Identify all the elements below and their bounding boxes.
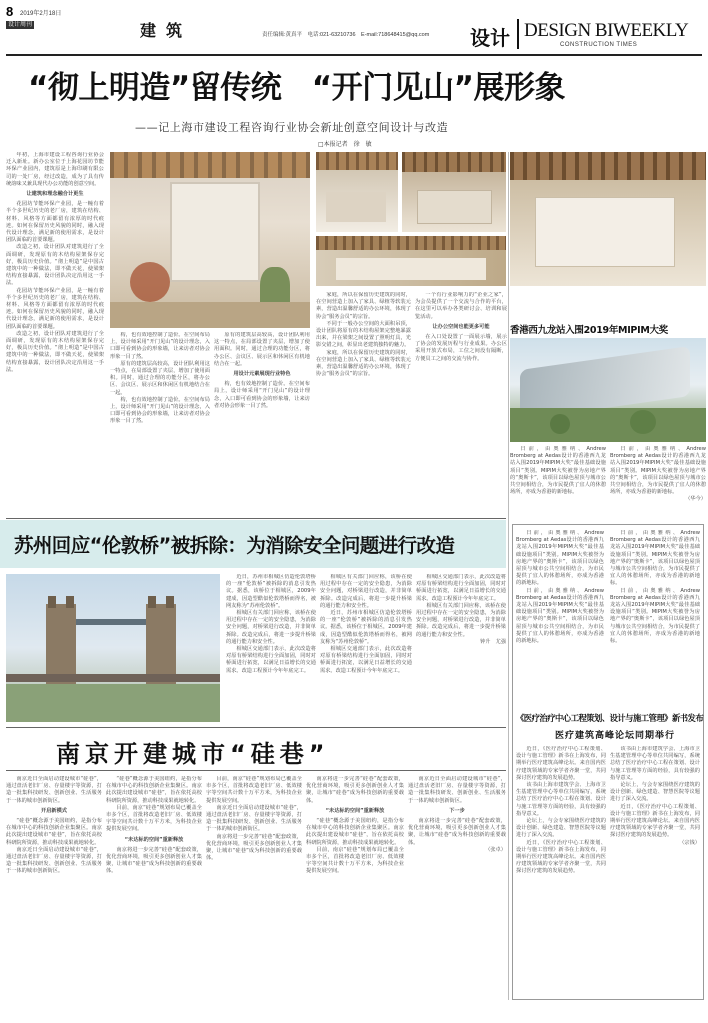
lead-paragraph: 改造之初，设计团队对建筑进行了全面调研，发现原有的木结构屋架保存完好，极具历史价值。“彻上明造”是中国古建筑中的一种做法，即不做天花，使梁架结构直接暴露，设计团队决定沿用这一手法。: [6, 244, 104, 287]
nanjing-credit: （张卓）: [485, 846, 506, 853]
lead-col-4: [415, 292, 507, 517]
suzhou-paragraph: 相城区有关部门回应称，该桥在使用过程中存在一定的安全隐患，为消除安全问题，对桥梁进行改造，并非简单拆除。改造完成后，将进一步提升桥梁的通行能力和安全性。: [320, 574, 412, 609]
section-rule-2: [6, 727, 506, 728]
hk-body: [510, 446, 606, 521]
tower-bridge-photo: [6, 574, 220, 722]
forum-paragraph: 该书由上海市建筑学会、上海市卫生基建管理中心等单位共同编写，系统总结了医疗治疗中心工程在策划、设计与施工管理等方面的经验，具有较强的指导意义。: [516, 782, 606, 817]
suzhou-paragraph: 相城区有关部门回应称，该桥在使用过程中存在一定的安全隐患，为消除安全问题，对桥梁进行改造，并非简单拆除。改造完成后，将进一步提升桥梁的通行能力和安全性。: [226, 610, 316, 645]
hk-paragraph: 日前，由奥雅纳、Andrew Bromberg at Aedas设计的香港西九龙站入围2019年MIPIM大奖“最佳基础设施项目”类别。MIPIM大奖被誉为房地产界的“奥斯卡”，该项目以绿色屋顶与城市公共空间相结合，为市民提供了宜人的休憩场所，亦成为香港的新地标。: [516, 587, 604, 645]
lead-subhead: ——记上海市建设工程咨询行业协会新址创意空间设计与改造: [135, 121, 449, 134]
suzhou-paragraph: 相城区交通部门表示，此次改造将对原有桥梁结构进行全面加固，同时对桥面进行拓宽，以满足日益增长的交通需求。改造工程预计今年年底完工。: [320, 646, 412, 674]
nanjing-paragraph: 目前，南京“硅巷”规划布局已覆盖全市多个区，首批将改造老旧厂房、低效楼宇等空间共计数十万平方米，为科技企业提供发展空间。: [106, 804, 202, 833]
lead-paragraph: 原有的建筑层高较高，设计团队利用这一特点，在局部设置了夹层，增加了使用面积。同时，通过合理的功能分区，将办公区、会议区、展示区和休闲区有机地结合在一起。: [110, 360, 210, 396]
nanjing-paragraph: 南京近日全面启动建设城市“硅巷”，通过盘活老旧厂房、存量楼宇等资源，打造一批集科技研发、创新创业、生活服务于一体的城市创新街区。: [408, 776, 506, 804]
nanjing-paragraph: 南京近日全面启动建设城市“硅巷”，通过盘活老旧厂房、存量楼宇等资源，打造一批集科技研发、创新创业、生活服务于一体的城市创新街区。: [206, 804, 302, 833]
lead-byline: □本报记者 徐 敏: [318, 141, 372, 148]
nanjing-paragraph: 目前，南京“硅巷”规划布局已覆盖全市多个区，首批将改造老旧厂房、低效楼宇等空间共计数十万平方米，为科技企业提供发展空间。: [206, 776, 302, 804]
lead-paragraph: 在入口处设置了一面展示墙，展示了协会的发展历程与行业成果。办公区采用开放式布局，工位之间没有隔断，方便员工之间的交流与协作。: [415, 334, 507, 362]
lead-subsection: 让办公空间也能更多可能: [432, 323, 490, 330]
lobby-photo: [110, 152, 310, 328]
forum-col-2: [610, 746, 700, 996]
nanjing-subsection: “未达标的空间”重新释放: [124, 836, 184, 843]
suzhou-col-1: [226, 574, 316, 724]
forum-credit: （宗钱）: [679, 839, 700, 846]
lead-paragraph: 构，也有效地控制了造价。在空间布局上，设计师采用“开门见山”的设计理念，入口即可看到协会的形象墙，让来访者对协会形象一目了然。: [110, 396, 210, 425]
hk-continued: [516, 530, 604, 706]
suzhou-paragraph: 相城区交通部门表示，此次改造将对原有桥梁结构进行全面加固，同时对桥面进行拓宽，以满足日益增长的交通需求。改造工程预计今年年底完工。: [226, 646, 316, 674]
column-rule-right: [508, 152, 509, 1000]
section-title: 建筑: [140, 21, 193, 40]
header-rule: [6, 54, 702, 56]
section-tag: 设计周刊: [8, 22, 33, 28]
issue-date: 2019年2月18日: [20, 11, 62, 17]
lead-paragraph: 家庭，所以在保留历史建筑的同时，在空间营造上加入了家具、绿植等软装元素，营造出温馨舒适的办公环境，体现了协会“服务会员”的宗旨。: [316, 292, 411, 320]
suzhou-paragraph: 近日，苏州市相城区仿造伦敦塔桥的一座“伦敦桥”被拆除的消息引发热议。据悉，该桥位于相城区，2009年建成，因造型酷似伦敦塔桥而得名，被网友称为“苏州伦敦桥”。: [226, 574, 316, 609]
nanjing-paragraph: 南京近日全面启动建设城市“硅巷”，通过盘活老旧厂房、存量楼宇等资源，打造一批集科技研发、创新创业、生活服务于一体的城市创新街区。: [6, 846, 102, 875]
hk-body-2: [610, 446, 706, 521]
lead-paragraph: 构，也有效地控制了造价。在空间布局上，设计师采用“开门见山”的设计理念，入口即可看到协会的形象墙，让来访者对协会形象一目了然。: [214, 381, 310, 409]
suzhou-credit: 钟升 尤强: [480, 638, 506, 645]
office-photo-1: [316, 152, 398, 232]
nanjing-paragraph: 南京近日全面启动建设城市“硅巷”，通过盘活老旧厂房、存量楼宇等资源，打造一批集科技研发、创新创业、生活服务于一体的城市创新街区。: [6, 776, 102, 804]
hk-station-photo: [510, 338, 706, 442]
lead-paragraph: 一个有行业影响力的“企业之家”，为会员提供了一个交流与合作的平台，在这里可以举办各类研讨会、培训和展览活动。: [415, 292, 507, 320]
nanjing-col-2: [106, 776, 202, 1016]
lead-paragraph: 花园坊节能环保产业园，是一幢有着半个多世纪历史的老厂房，建筑在结构、材料、风格等方面都留有浓厚的时代痕迹。如何在保留历史风貌的同时，融入现代设计理念，满足新的使用需求，是设计团队面临的首要课题。: [6, 201, 104, 244]
suzhou-paragraph: 相城区有关部门回应称，该桥在使用过程中存在一定的安全隐患，为消除安全问题，对桥梁进行改造，并非简单拆除。改造完成后，将进一步提升桥梁的通行能力和安全性。: [416, 602, 506, 638]
suzhou-col-3: [416, 574, 506, 724]
hk-continued-2: [610, 530, 700, 706]
office-photo-4: [510, 152, 706, 286]
nanjing-subsection: 下一步: [449, 807, 465, 814]
suzhou-paragraph: 相城区交通部门表示，此次改造将对原有桥梁结构进行全面加固，同时对桥面进行拓宽，以满足日益增长的交通需求。改造工程预计今年年底完工。: [416, 574, 506, 602]
hk-paragraph: 日前，由奥雅纳、Andrew Bromberg at Aedas设计的香港西九龙站入围2019年MIPIM大奖“最佳基础设施项目”类别。MIPIM大奖被誉为房地产界的“奥斯卡”，该项目以绿色屋顶与城市公共空间相结合，为市民提供了宜人的休憩场所，亦成为香港的新地标。: [610, 446, 706, 496]
nanjing-paragraph: 南京将进一步完善“硅巷”配套政策，优化营商环境，吸引更多创新创业人才集聚，让城市“硅巷”成为科技创新的重要载体。: [306, 776, 404, 804]
office-photo-2: [402, 152, 506, 232]
nanjing-subsection: 开启新模式: [41, 807, 67, 814]
logo-en: DESIGN BIWEEKLY: [524, 20, 689, 41]
lead-paragraph: 年初，上海市建设工程咨询行业协会迁入新址。新办公室位于上海花园坊节能环保产业园内，建筑原是上海印刷有限公司的一处厂房，经过改造，成为了具有传统韵味又兼具现代办公功能的创意空间。: [6, 152, 104, 187]
forum-paragraph: 近日，《医疗治疗中心工程策划、设计与施工管理》新书在上海发布，同期举行医疗建筑高峰论坛。来自国内医疗建筑领域的专家学者齐聚一堂，共同探讨医疗建筑的发展趋势。: [516, 746, 606, 781]
forum-headline-1: 《医疗治疗中心工程策划、设计与施工管理》新书发布: [516, 713, 704, 723]
forum-paragraph: 论坛上，与会专家围绕医疗建筑的设计创新、绿色建造、智慧医院等议题进行了深入交流。: [610, 782, 700, 803]
lead-col-2b: [214, 332, 310, 517]
lead-subsection: 用设计元素展现行业特色: [233, 371, 291, 378]
lead-paragraph: 原有的建筑层高较高，设计团队利用这一特点，在局部设置了夹层，增加了使用面积。同时，通过合理的功能分区，将办公区、会议区、展示区和休闲区有机地结合在一起。: [214, 332, 310, 367]
lead-col-3: [316, 292, 411, 517]
page-header: [0, 0, 708, 62]
nanjing-col-5: [408, 776, 506, 1016]
forum-headline-2: 医疗建筑高峰论坛同期举行: [555, 731, 676, 741]
forum-paragraph: 该书由上海市建筑学会、上海市卫生基建管理中心等单位共同编写，系统总结了医疗治疗中心工程在策划、设计与施工管理等方面的经验，具有较强的指导意义。: [610, 746, 700, 781]
lead-col-1: [6, 152, 104, 517]
nanjing-subsection: “未达标的空间”重新释放: [325, 807, 385, 814]
nanjing-col-3: [206, 776, 302, 1016]
forum-col-1: [516, 746, 606, 996]
lead-headline: “彻上明造”留传统 “开门见山”展形象: [28, 70, 565, 106]
nanjing-paragraph: “硅巷”概念源于美国纽约，是指分布在城市中心的科技创新企业集聚区。南京此次提出建设城市“硅巷”，旨在依托高校科研院所资源，推动科技成果就地转化。: [106, 776, 202, 804]
suzhou-paragraph: 近日，苏州市相城区仿造伦敦塔桥的一座“伦敦桥”被拆除的消息引发热议。据悉，该桥位于相城区，2009年建成，因造型酷似伦敦塔桥而得名，被网友称为“苏州伦敦桥”。: [320, 610, 412, 645]
suzhou-col-2: [320, 574, 412, 724]
editor-info: 责任编辑:黄真平 电话:021-63210736 E-mail:718648415@qq.com: [262, 32, 430, 38]
nanjing-paragraph: “硅巷”概念源于美国纽约，是指分布在城市中心的科技创新企业集聚区。南京此次提出建设城市“硅巷”，旨在依托高校科研院所资源，推动科技成果就地转化。: [306, 818, 404, 846]
nanjing-col-4: [306, 776, 404, 1016]
nanjing-paragraph: 南京将进一步完善“硅巷”配套政策，优化营商环境，吸引更多创新创业人才集聚，让城市“硅巷”成为科技创新的重要载体。: [206, 833, 302, 862]
hk-paragraph: 日前，由奥雅纳、Andrew Bromberg at Aedas设计的香港西九龙站入围2019年MIPIM大奖“最佳基础设施项目”类别。MIPIM大奖被誉为房地产界的“奥斯卡”，该项目以绿色屋顶与城市公共空间相结合，为市民提供了宜人的休憩场所，亦成为香港的新地标。: [610, 587, 700, 645]
nanjing-paragraph: 南京将进一步完善“硅巷”配套政策，优化营商环境，吸引更多创新创业人才集聚，让城市“硅巷”成为科技创新的重要载体。: [106, 846, 202, 875]
lead-col-2: [110, 332, 210, 517]
logo-en-sub: CONSTRUCTION TIMES: [560, 42, 638, 48]
forum-paragraph: 近日，《医疗治疗中心工程策划、设计与施工管理》新书在上海发布，同期举行医疗建筑高峰论坛。来自国内医疗建筑领域的专家学者齐聚一堂，共同探讨医疗建筑的发展趋势。: [516, 839, 606, 875]
hk-headline: 香港西九龙站入围2019年MIPIM大奖: [510, 325, 668, 336]
nanjing-headline: 南京开建城市“硅巷”: [56, 740, 330, 768]
nanjing-col-1: [6, 776, 102, 1016]
forum-paragraph: 论坛上，与会专家围绕医疗建筑的设计创新、绿色建造、智慧医院等议题进行了深入交流。: [516, 818, 606, 839]
lead-paragraph: 构，也有效地控制了造价。在空间布局上，设计师采用“开门见山”的设计理念，入口即可看到协会的形象墙，让来访者对协会形象一目了然。: [110, 332, 210, 360]
hk-credit: （华今）: [685, 496, 706, 503]
section-rule-1: [6, 518, 506, 519]
suzhou-headline: 苏州回应“伦敦桥”被拆除：为消除安全问题进行改造: [14, 534, 455, 557]
logo-divider: [517, 19, 519, 49]
nanjing-rule: [6, 770, 506, 771]
logo-cn: 设计: [470, 26, 510, 50]
hk-paragraph: 日前，由奥雅纳、Andrew Bromberg at Aedas设计的香港西九龙站入围2019年MIPIM大奖“最佳基础设施项目”类别。MIPIM大奖被誉为房地产界的“奥斯卡”，该项目以绿色屋顶与城市公共空间相结合，为市民提供了宜人的休憩场所，亦成为香港的新地标。: [510, 446, 606, 496]
lead-paragraph: 家庭，所以在保留历史建筑的同时，在空间营造上加入了家具、绿植等软装元素，营造出温馨舒适的办公环境，体现了协会“服务会员”的宗旨。: [316, 349, 411, 378]
hk-paragraph: 日前，由奥雅纳、Andrew Bromberg at Aedas设计的香港西九龙站入围2019年MIPIM大奖“最佳基础设施项目”类别。MIPIM大奖被誉为房地产界的“奥斯卡”，该项目以绿色屋顶与城市公共空间相结合，为市民提供了宜人的休憩场所，亦成为香港的新地标。: [610, 530, 700, 587]
nanjing-paragraph: 目前，南京“硅巷”规划布局已覆盖全市多个区，首批将改造老旧厂房、低效楼宇等空间共计数十万平方米，为科技企业提供发展空间。: [306, 846, 404, 875]
lead-paragraph: 不同于一般办公空间的大面积吊顶，设计团队将原有的木结构屋架完整地暴露出来，并在梁架之间设置了照明灯具，光影交错之间，彰显出老建筑独特的魅力。: [316, 320, 411, 349]
forum-paragraph: 近日，《医疗治疗中心工程策划、设计与施工管理》新书在上海发布，同期举行医疗建筑高峰论坛。来自国内医疗建筑领域的专家学者齐聚一堂，共同探讨医疗建筑的发展趋势。: [610, 803, 700, 839]
nanjing-paragraph: “硅巷”概念源于美国纽约，是指分布在城市中心的科技创新企业集聚区。南京此次提出建设城市“硅巷”，旨在依托高校科研院所资源，推动科技成果就地转化。: [6, 818, 102, 846]
lead-paragraph: 改造之初，设计团队对建筑进行了全面调研，发现原有的木结构屋架保存完好，极具历史价值。“彻上明造”是中国古建筑中的一种做法，即不做天花，使梁架结构直接暴露，设计团队决定沿用这一手法。: [6, 330, 104, 373]
nanjing-paragraph: 南京将进一步完善“硅巷”配套政策，优化营商环境，吸引更多创新创业人才集聚，让城市“硅巷”成为科技创新的重要载体。: [408, 818, 506, 846]
lead-paragraph: 花园坊节能环保产业园，是一幢有着半个多世纪历史的老厂房，建筑在结构、材料、风格等方面都留有浓厚的时代痕迹。如何在保留历史风貌的同时，融入现代设计理念，满足新的使用需求，是设计团队面临的首要课题。: [6, 287, 104, 330]
page-number: 8: [6, 4, 14, 19]
hk-paragraph: 日前，由奥雅纳、Andrew Bromberg at Aedas设计的香港西九龙站入围2019年MIPIM大奖“最佳基础设施项目”类别。MIPIM大奖被誉为房地产界的“奥斯卡”，该项目以绿色屋顶与城市公共空间相结合，为市民提供了宜人的休憩场所，亦成为香港的新地标。: [516, 530, 604, 587]
office-photo-3: [316, 236, 506, 286]
lead-subsection: 让建筑和理念融合计更生: [26, 191, 84, 198]
